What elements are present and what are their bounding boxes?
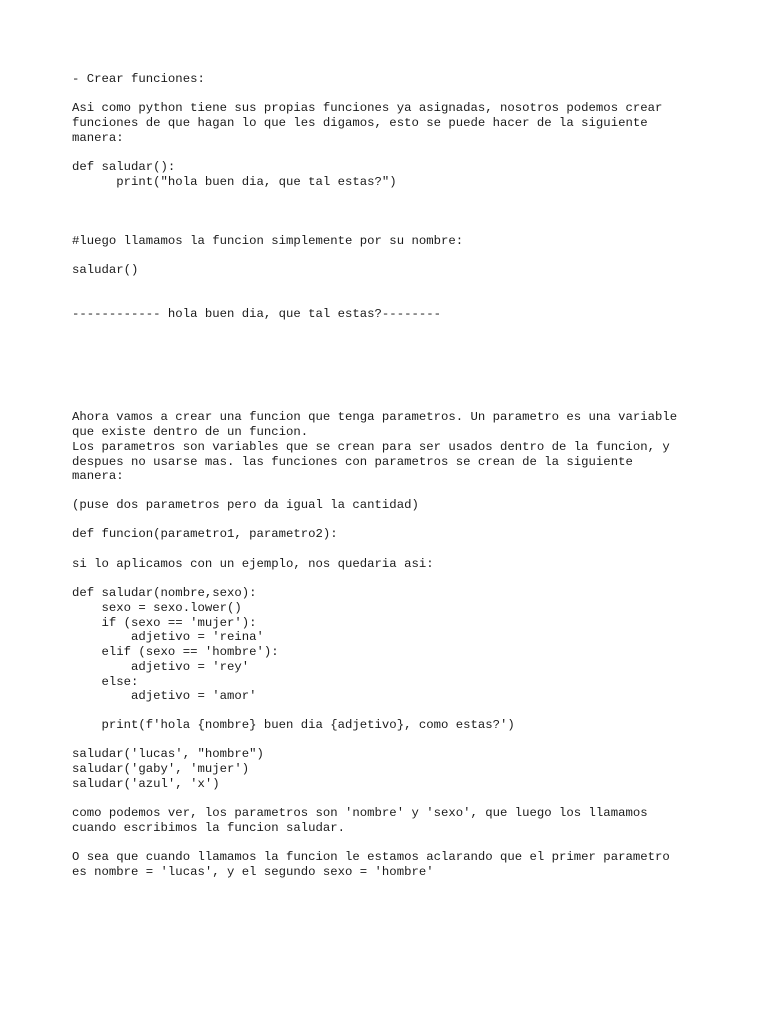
paragraph-line: cuando escribimos la funcion saludar. [72,821,346,835]
code-line: print("hola buen dia, que tal estas?") [72,175,397,189]
paragraph-line: Ahora vamos a crear una funcion que tenga parametros. Un parametro es una variable [72,410,678,424]
code-line: saludar('lucas', "hombre") [72,747,264,761]
paragraph-line: funciones de que hagan lo que les digamos, esto se puede hacer de la siguiente [72,116,648,130]
section-heading: - Crear funciones: [72,72,205,86]
paragraph-line: si lo aplicamos con un ejemplo, nos quedaria asi: [72,557,434,571]
code-line: adjetivo = 'rey' [72,660,250,674]
paragraph-line: O sea que cuando llamamos la funcion le estamos aclarando que el primer parametro [72,850,670,864]
paragraph-line: Asi como python tiene sus propias funciones ya asignadas, nosotros podemos crear [72,101,663,115]
code-line: elif (sexo == 'hombre'): [72,645,279,659]
code-comment: #luego llamamos la funcion simplemente por su nombre: [72,234,464,248]
paragraph-line: manera: [72,469,124,483]
code-line: saludar() [72,263,139,277]
code-line: def funcion(parametro1, parametro2): [72,527,338,541]
code-line: print(f'hola {nombre} buen dia {adjetivo}, como estas?') [72,718,515,732]
code-line: adjetivo = 'reina' [72,630,264,644]
code-line: if (sexo == 'mujer'): [72,616,257,630]
code-line: def saludar(): [72,160,176,174]
paragraph-line: (puse dos parametros pero da igual la cantidad) [72,498,419,512]
output-line: ------------ hola buen dia, que tal estas?-------- [72,307,441,321]
paragraph-line: como podemos ver, los parametros son 'nombre' y 'sexo', que luego los llamamos [72,806,648,820]
code-line: saludar('gaby', 'mujer') [72,762,250,776]
code-line: else: [72,675,139,689]
code-line: saludar('azul', 'x') [72,777,220,791]
paragraph-line: despues no usarse mas. las funciones con parametros se crean de la siguiente [72,455,633,469]
code-line: def saludar(nombre,sexo): [72,586,257,600]
paragraph-line: es nombre = 'lucas', y el segundo sexo = 'hombre' [72,865,434,879]
paragraph-line: que existe dentro de un funcion. [72,425,309,439]
paragraph-line: manera: [72,131,124,145]
paragraph-line: Los parametros son variables que se crean para ser usados dentro de la funcion, y [72,440,670,454]
code-line: adjetivo = 'amor' [72,689,257,703]
code-line: sexo = sexo.lower() [72,601,242,615]
